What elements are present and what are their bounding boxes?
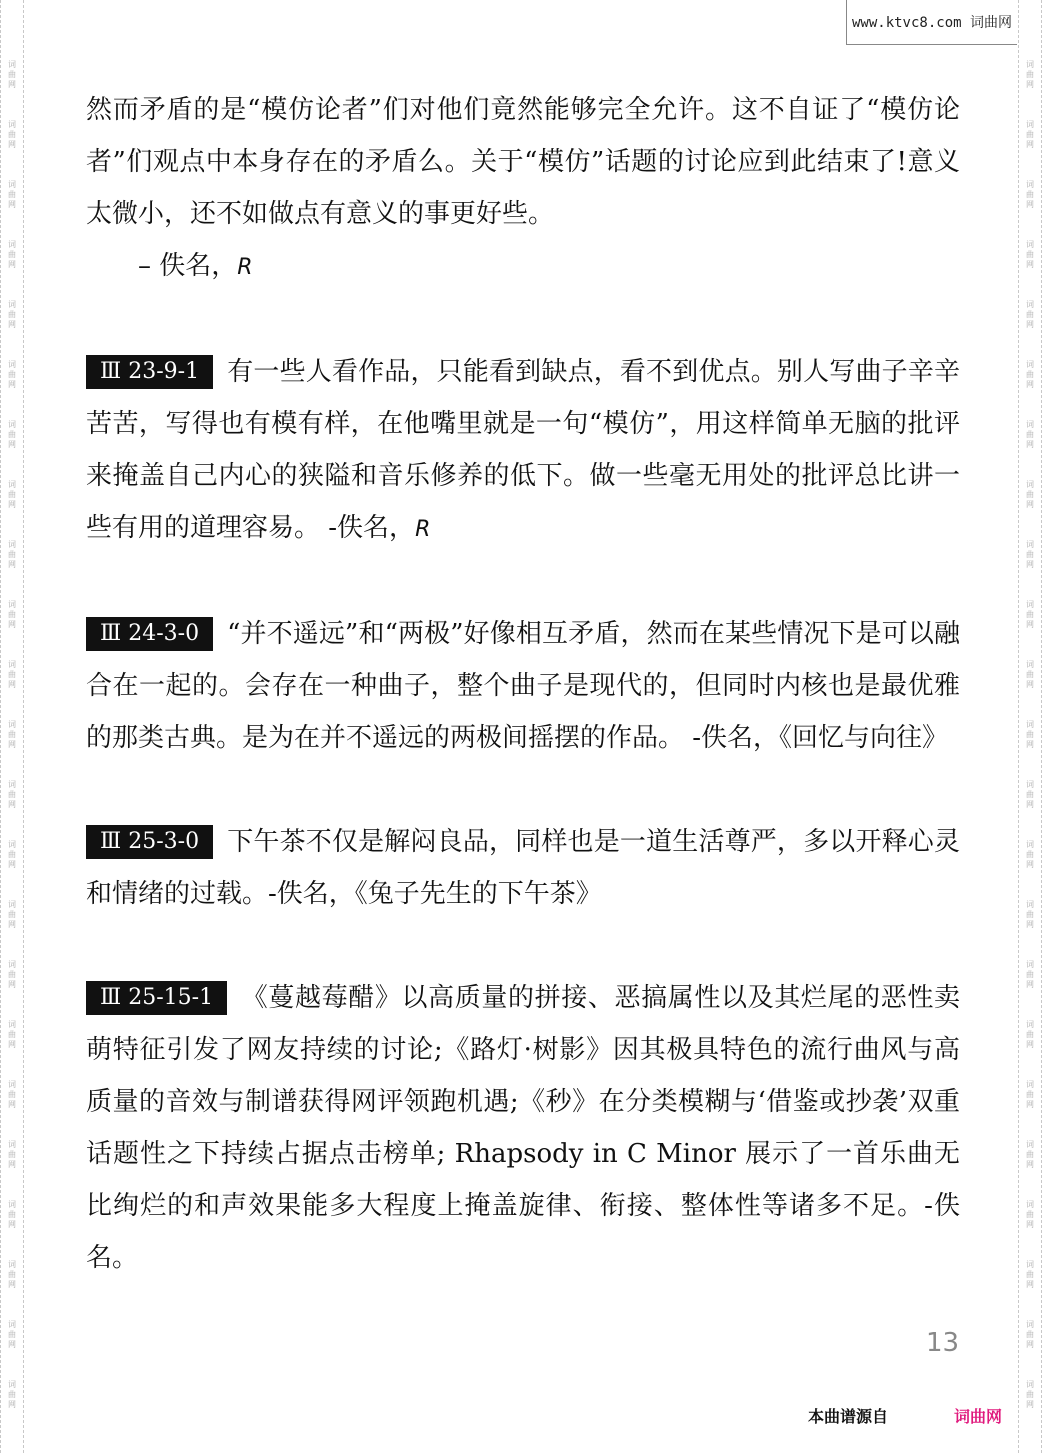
side-watermark: 词曲网 (8, 60, 16, 89)
entry-tag: Ⅲ 24-3-0 (86, 617, 213, 651)
side-watermark: 词曲网 (1026, 840, 1034, 869)
side-watermark: 词曲网 (8, 1260, 16, 1289)
side-watermark: 词曲网 (8, 1200, 16, 1229)
entry-2 (86, 608, 960, 764)
side-watermark: 词曲网 (8, 1320, 16, 1349)
footer-site-link[interactable]: 词曲网 (954, 1407, 1003, 1426)
entry-tag: Ⅲ 25-15-1 (86, 981, 227, 1015)
side-watermark: 词曲网 (8, 120, 16, 149)
side-watermark: 词曲网 (1026, 420, 1034, 449)
side-watermark: 词曲网 (8, 420, 16, 449)
entry-4 (86, 972, 960, 1284)
side-watermark: 词曲网 (1026, 540, 1034, 569)
entry-text: 《蔓越莓醋》以高质量的拼接、恶搞属性以及其烂尾的恶性卖萌特征引发了网友持续的讨论;《路灯·树影》因其极具特色的流行曲风与高质量的音效与制谱获得网评领跑机遇;《秒》在分类模糊与‘借鉴或抄袭’双重话题性之下持续占据点击榜单; Rhapsody in C Minor 展示了一首乐曲无比绚烂的和声效果能多大程度上掩盖旋律、衔接、整体性等诸多不足。-佚名。 (86, 983, 960, 1273)
side-watermark: 词曲网 (8, 300, 16, 329)
side-watermark: 词曲网 (1026, 480, 1034, 509)
page-number: 13 (926, 1328, 960, 1358)
side-watermark: 词曲网 (1026, 60, 1034, 89)
side-watermark: 词曲网 (1026, 960, 1034, 989)
paragraph-1-signature-r: R (237, 255, 253, 280)
paragraph-1-signature: – 佚名， (138, 251, 238, 281)
paragraph-1-text: 然而矛盾的是“模仿论者”们对他们竟然能够完全允许。这不自证了“模仿论者”们观点中本身存在的矛盾么。关于“模仿”话题的讨论应到此结束了!意义太微小，还不如做点有意义的事更好些。 (86, 95, 960, 229)
side-watermark: 词曲网 (8, 540, 16, 569)
entry-text: 有一些人看作品，只能看到缺点，看不到优点。别人写曲子辛辛苦苦，写得也有模有样，在他嘴里就是一句“模仿”，用这样简单无脑的批评来掩盖自己内心的狭隘和音乐修养的低下。做一些毫无用处的批评总比讲一些有用的道理容易。 -佚名， (86, 357, 960, 543)
side-watermark: 词曲网 (8, 180, 16, 209)
entry-text: 下午茶不仅是解闷良品，同样也是一道生活尊严，多以开释心灵和情绪的过载。-佚名，《兔子先生的下午茶》 (86, 827, 960, 909)
side-watermark: 词曲网 (8, 1080, 16, 1109)
side-watermark: 词曲网 (1026, 660, 1034, 689)
paragraph-1 (86, 84, 960, 294)
entry-signature-r: R (415, 517, 431, 542)
entry-tag: Ⅲ 25-3-0 (86, 825, 213, 859)
side-watermark: 词曲网 (1026, 1260, 1034, 1289)
side-watermark: 词曲网 (1026, 780, 1034, 809)
right-margin-border (1018, 0, 1042, 1453)
entry-3 (86, 816, 960, 920)
page-content (86, 84, 960, 1284)
side-watermark: 词曲网 (1026, 240, 1034, 269)
entry-text: “并不遥远”和“两极”好像相互矛盾，然而在某些情况下是可以融合在一起的。会存在一种曲子，整个曲子是现代的，但同时内核也是最优雅的那类古典。是为在并不遥远的两极间摇摆的作品。 -佚名，《回忆与向往》 (86, 619, 960, 753)
side-watermark: 词曲网 (8, 780, 16, 809)
side-watermark: 词曲网 (8, 1020, 16, 1049)
side-watermark: 词曲网 (8, 900, 16, 929)
side-watermark: 词曲网 (8, 240, 16, 269)
site-header[interactable] (846, 0, 1017, 45)
side-watermark: 词曲网 (1026, 180, 1034, 209)
side-watermark: 词曲网 (1026, 1200, 1034, 1229)
side-watermark: 词曲网 (1026, 900, 1034, 929)
side-watermark: 词曲网 (8, 960, 16, 989)
left-margin-border (0, 0, 24, 1453)
side-watermark: 词曲网 (8, 1140, 16, 1169)
side-watermark: 词曲网 (1026, 360, 1034, 389)
side-watermark: 词曲网 (1026, 1020, 1034, 1049)
side-watermark: 词曲网 (8, 1380, 16, 1409)
side-watermark: 词曲网 (8, 660, 16, 689)
side-watermark: 词曲网 (1026, 300, 1034, 329)
side-watermark: 词曲网 (8, 600, 16, 629)
footer-source-label: 本曲谱源自 (808, 1407, 889, 1426)
side-watermark: 词曲网 (1026, 600, 1034, 629)
side-watermark: 词曲网 (1026, 720, 1034, 749)
entry-1 (86, 346, 960, 556)
side-watermark: 词曲网 (1026, 1320, 1034, 1349)
side-watermark: 词曲网 (1026, 1380, 1034, 1409)
side-watermark: 词曲网 (8, 480, 16, 509)
entry-tag: Ⅲ 23-9-1 (86, 355, 213, 389)
side-watermark: 词曲网 (1026, 1080, 1034, 1109)
side-watermark: 词曲网 (1026, 1140, 1034, 1169)
side-watermark: 词曲网 (1026, 120, 1034, 149)
site-header-text: www.ktvc8.com 词曲网 (851, 15, 1012, 31)
side-watermark: 词曲网 (8, 720, 16, 749)
side-watermark: 词曲网 (8, 360, 16, 389)
side-watermark: 词曲网 (8, 840, 16, 869)
